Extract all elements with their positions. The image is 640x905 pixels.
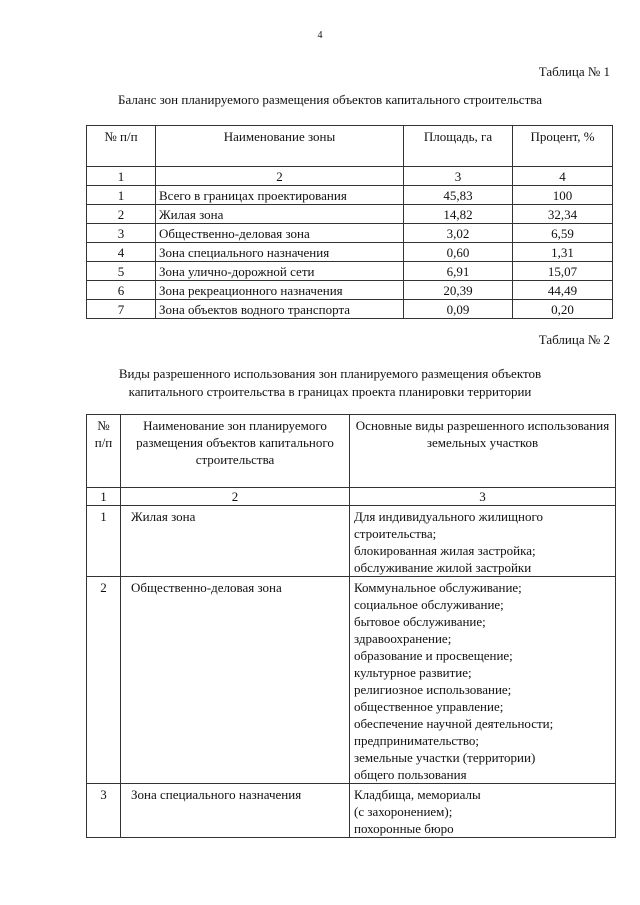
row-zone-name: Жилая зона bbox=[121, 506, 350, 577]
permitted-use-table bbox=[86, 414, 616, 838]
column-index: 3 bbox=[404, 167, 513, 186]
column-index: 1 bbox=[87, 167, 156, 186]
use-line: блокированная жилая застройка; bbox=[354, 543, 536, 558]
use-line: общего пользования bbox=[354, 767, 467, 782]
row-zone-name: Зона объектов водного транспорта bbox=[156, 300, 404, 319]
row-permitted-uses bbox=[350, 784, 616, 838]
table2-title bbox=[40, 365, 620, 401]
row-area: 14,82 bbox=[404, 205, 513, 224]
header-zone-name: Наименование зон планируемого размещения объектов капитального строительства bbox=[121, 415, 350, 488]
row-area: 6,91 bbox=[404, 262, 513, 281]
use-line: Для индивидуального жилищного bbox=[354, 509, 543, 524]
row-percent: 6,59 bbox=[513, 224, 613, 243]
row-zone-name: Зона улично-дорожной сети bbox=[156, 262, 404, 281]
column-index-row bbox=[87, 488, 616, 506]
table2-title-line: Виды разрешенного использования зон планируемого размещения объектов bbox=[118, 366, 542, 381]
row-percent: 15,07 bbox=[513, 262, 613, 281]
row-number: 3 bbox=[87, 224, 156, 243]
table1-title: Баланс зон планируемого размещения объектов капитального строительства bbox=[118, 92, 542, 107]
table-row bbox=[87, 784, 616, 838]
table-row bbox=[87, 205, 613, 224]
row-permitted-uses bbox=[350, 577, 616, 784]
row-zone-name: Зона специального назначения bbox=[156, 243, 404, 262]
column-index: 4 bbox=[513, 167, 613, 186]
column-index-row bbox=[87, 167, 613, 186]
row-percent: 1,31 bbox=[513, 243, 613, 262]
row-zone-name: Общественно-деловая зона bbox=[121, 577, 350, 784]
use-line: похоронные бюро bbox=[354, 821, 454, 836]
use-line: общественное управление; bbox=[354, 699, 504, 714]
row-number: 2 bbox=[87, 205, 156, 224]
row-percent: 32,34 bbox=[513, 205, 613, 224]
row-number: 4 bbox=[87, 243, 156, 262]
use-line: Коммунальное обслуживание; bbox=[354, 580, 522, 595]
use-line: предпринимательство; bbox=[354, 733, 480, 748]
use-line: (с захоронением); bbox=[354, 804, 453, 819]
table-row bbox=[87, 300, 613, 319]
use-line: строительства; bbox=[354, 526, 437, 541]
use-line: обслуживание жилой застройки bbox=[354, 560, 532, 575]
row-permitted-uses bbox=[350, 506, 616, 577]
table-row bbox=[87, 262, 613, 281]
row-area: 3,02 bbox=[404, 224, 513, 243]
column-index: 2 bbox=[156, 167, 404, 186]
column-index: 1 bbox=[87, 488, 121, 506]
table-row bbox=[87, 506, 616, 577]
use-line: Кладбища, мемориалы bbox=[354, 787, 481, 802]
row-zone-name: Всего в границах проектирования bbox=[156, 186, 404, 205]
row-number: 2 bbox=[87, 577, 121, 784]
use-line: культурное развитие; bbox=[354, 665, 472, 680]
row-zone-name: Общественно-деловая зона bbox=[156, 224, 404, 243]
row-area: 0,09 bbox=[404, 300, 513, 319]
table-row bbox=[87, 186, 613, 205]
header-permitted-uses: Основные виды разрешенного использования земельных участков bbox=[350, 415, 616, 488]
row-percent: 0,20 bbox=[513, 300, 613, 319]
row-number: 7 bbox=[87, 300, 156, 319]
row-number: 1 bbox=[87, 506, 121, 577]
row-number: 1 bbox=[87, 186, 156, 205]
table1-label: Таблица № 1 bbox=[538, 64, 610, 79]
use-line: образование и просвещение; bbox=[354, 648, 513, 663]
row-percent: 44,49 bbox=[513, 281, 613, 300]
header-zone-name: Наименование зоны bbox=[156, 126, 404, 167]
row-area: 20,39 bbox=[404, 281, 513, 300]
row-area: 0,60 bbox=[404, 243, 513, 262]
table-row bbox=[87, 577, 616, 784]
row-number: 6 bbox=[87, 281, 156, 300]
use-line: бытовое обслуживание; bbox=[354, 614, 486, 629]
table2-title-line: капитального строительства в границах проекта планировки территории bbox=[128, 384, 532, 399]
header-area: Площадь, га bbox=[404, 126, 513, 167]
row-zone-name: Зона рекреационного назначения bbox=[156, 281, 404, 300]
use-line: земельные участки (территории) bbox=[354, 750, 536, 765]
table-header-row bbox=[87, 126, 613, 167]
table-header-row bbox=[87, 415, 616, 488]
page-number: 4 bbox=[317, 30, 323, 41]
row-percent: 100 bbox=[513, 186, 613, 205]
column-index: 3 bbox=[350, 488, 616, 506]
table-row bbox=[87, 243, 613, 262]
use-line: социальное обслуживание; bbox=[354, 597, 504, 612]
row-zone-name: Жилая зона bbox=[156, 205, 404, 224]
row-number: 5 bbox=[87, 262, 156, 281]
row-number: 3 bbox=[87, 784, 121, 838]
use-line: религиозное использование; bbox=[354, 682, 512, 697]
zones-balance-table bbox=[86, 125, 613, 319]
table2-label: Таблица № 2 bbox=[538, 332, 610, 347]
column-index: 2 bbox=[121, 488, 350, 506]
row-area: 45,83 bbox=[404, 186, 513, 205]
row-zone-name: Зона специального назначения bbox=[121, 784, 350, 838]
header-percent: Процент, % bbox=[513, 126, 613, 167]
table-row bbox=[87, 281, 613, 300]
use-line: здравоохранение; bbox=[354, 631, 452, 646]
table-row bbox=[87, 224, 613, 243]
header-number: № п/п bbox=[87, 415, 121, 488]
header-number: № п/п bbox=[87, 126, 156, 167]
use-line: обеспечение научной деятельности; bbox=[354, 716, 554, 731]
